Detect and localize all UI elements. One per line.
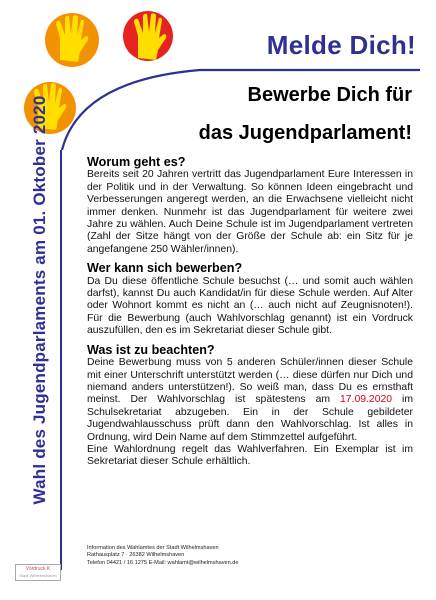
election-date-vertical-text: Wahl des Jugendparlaments am 01. Oktober 2020 (30, 95, 49, 505)
main-content (87, 156, 413, 475)
footer-line-1: Information des Wahlamtes der Stadt Wilhelmshaven (87, 545, 219, 551)
was-text-before-deadline: Deine Bewerbung muss von 5 anderen Schüler/innen dieser Schule mit einer Unterschrift unterstützt werden (… diese dürfen nur Dich und niemand anders unterstützen!). So weiß man, dass Du es ernsthaft meinst. Der Wahlvorschlag ist spätestens am (87, 357, 413, 406)
vertical-divider (60, 150, 62, 570)
deadline-date: 17.09.2020 (340, 394, 393, 406)
subtitle-line-1: Bewerbe Dich für (247, 84, 412, 106)
section-text-was (87, 357, 413, 444)
headline-melde-dich: Melde Dich! (266, 30, 416, 60)
section-heading-wer: Wer kann sich bewerben? (87, 261, 243, 276)
stamp-label: Vordruck K (25, 566, 51, 572)
was-text-after-deadline: im Schulsekretariat abzugeben. Ein in der Schule gebildeter Jugendwahlausschuss prüft dann den Wahlvorschlag. Ist alles in Ordnung, wird Dein Name auf dem Stimmzettel aufgeführt. (87, 394, 414, 443)
section-heading-worum: Worum geht es? (87, 155, 186, 169)
stamp-sub: Stadt Wilhelmshaven (19, 572, 57, 578)
form-stamp (15, 564, 61, 581)
footer-line-3: Telefon 04421 / 16 1275 E-Mail: wahlamt@wilhelmshaven.de (87, 559, 239, 566)
section-heading-was: Was ist zu beachten? (87, 342, 215, 357)
subtitle-line-2: das Jugendparlament! (198, 122, 412, 144)
footer-line-2: Rathausplatz 7 · 26382 Wilhelmshaven (87, 552, 185, 559)
section-text-worum: Bereits seit 20 Jahren vertritt das Jugendparlament Eure Interessen in der Politik und in der Verwaltung. So können Ideen eingebracht und Verbesserungen angeregt werden, an die Erwachsene vielleicht nicht immer denken. Nunmehr ist das Jugendparlament für weitere zwei Jahre zu wählen. Auch Deine Schule ist im Jugendparlament vertreten (Zahl der Sitze hängt von der Größe der Schule ab: ein Sitz für je angefangene 250 Wähler/innen). (87, 169, 413, 255)
footer-contact (87, 545, 327, 567)
section-text-was-2: Eine Wahlordnung regelt das Wahlverfahren. Ein Exemplar ist im Sekretariat dieser Schule erhältlich. (87, 443, 413, 468)
section-text-wer: Da Du diese öffentliche Schule besuchst (… und somit auch wählen darfst), kannst Du auch Kandidat/in für diese Schule werden. Auf Alter oder Wohnort kommt es nicht an (… auch nicht auf Zeugnisnoten!). Für die Bewerbung (auch Wahlvorschlag genannt) ist ein Vordruck auszufüllen, den es im Sekretariat dieser Schule gibt. (87, 275, 413, 337)
